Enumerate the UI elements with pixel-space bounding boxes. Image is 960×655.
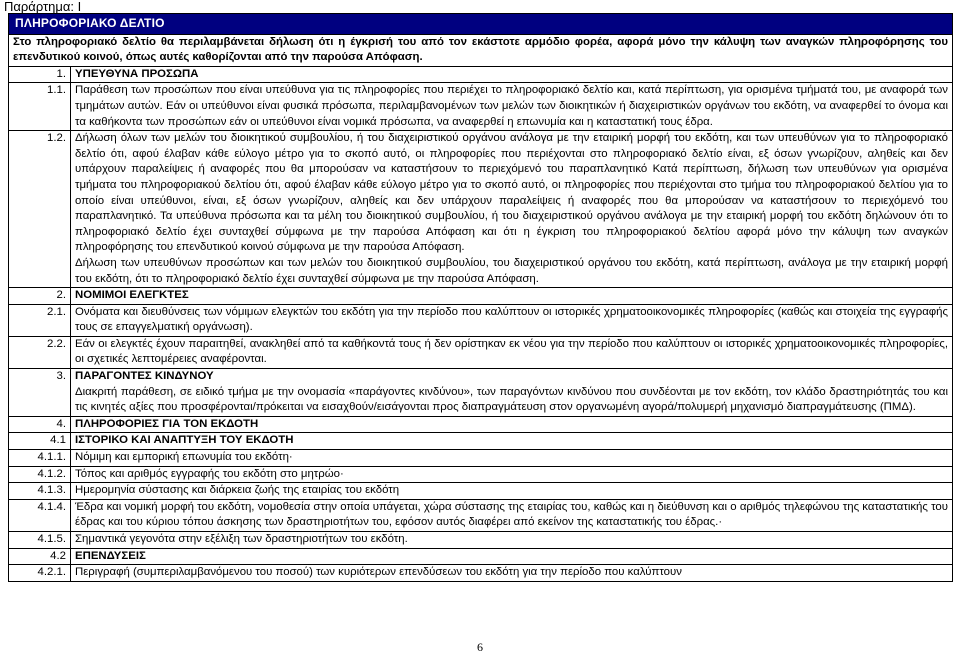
row-text: Παράθεση των προσώπων που είναι υπεύθυνα για τις πληροφορίες που περιέχει το πληροφοριακό δελτίο και, κατά περίπτωση, για ορισμένα τμήματά του, με αναφορά των τμημάτων αυτών. Εάν οι υπεύθυνοι είναι φυσικά πρόσωπα, περιλαμβανομένων των μελών των διοικητικών ή διαχειριστικών οργάνων του εκδότη, να αναφερθεί το όνομα και τα καθήκοντα των προσώπων εάν οι υπεύθυνοι είναι νομικά πρόσωπα, να αναφερθεί η επωνυμία και η καταστατική τους έδρα.: [71, 83, 953, 131]
row-number: 4.2: [9, 548, 71, 565]
row-number: 2.: [9, 288, 71, 305]
table-row: [9, 336, 953, 368]
row-number: 1.2.: [9, 131, 71, 288]
row-text: Ημερομηνία σύστασης και διάρκεια ζωής της εταιρίας του εκδότη: [71, 483, 953, 500]
row-number: 1.: [9, 66, 71, 83]
intro-row: [9, 34, 953, 66]
table-row: [9, 131, 953, 288]
section-heading: ΠΛΗΡΟΦΟΡΙΕΣ ΓΙΑ ΤΟΝ ΕΚΔΟΤΗ: [71, 416, 953, 433]
table-row: [9, 532, 953, 549]
page-number: 6: [477, 640, 483, 654]
row-number: 4.1: [9, 433, 71, 450]
section-heading: ΙΣΤΟΡΙΚΟ ΚΑΙ ΑΝΑΠΤΥΞΗ ΤΟΥ ΕΚΔΟΤΗ: [71, 433, 953, 450]
row-number: 2.1.: [9, 304, 71, 336]
row-number: 4.1.2.: [9, 466, 71, 483]
header-row: [9, 14, 953, 35]
annex-label: Παράρτημα: Ι: [4, 0, 82, 14]
table-row: [9, 304, 953, 336]
table-row: [9, 466, 953, 483]
section-heading: ΥΠΕΥΘΥΝΑ ΠΡΟΣΩΠΑ: [71, 66, 953, 83]
row-text: Ονόματα και διευθύνσεις των νόμιμων ελεγκτών του εκδότη για την περίοδο που καλύπτουν οι ιστορικές χρηματοοικονομικές πληροφορίες (καθώς και στοιχεία της εγγραφής τους σε επαγγελματική οργάνωση).: [71, 304, 953, 336]
section-heading: ΝΟΜΙΜΟΙ ΕΛΕΓΚΤΕΣ: [71, 288, 953, 305]
row-text-cell: [71, 131, 953, 288]
row-number: 4.1.5.: [9, 532, 71, 549]
table-row: [9, 483, 953, 500]
information-sheet-table: [8, 13, 953, 582]
row-number: 2.2.: [9, 336, 71, 368]
row-text-cell: [71, 369, 953, 417]
table-row: [9, 433, 953, 450]
row-text-secondary: Διακριτή παράθεση, σε ειδικό τμήμα με την ονομασία «παράγοντες κινδύνου», των παραγόντων κινδύνου που συνδέονται με τον εκδότη, τον κλάδο δραστηριότητάς του και τις κινητές αξίες που προσφέρονται/πρόκειται να εισαχθούν/εισάγονται προς διαπραγμάτευση στον οργανωμένη αγορά/πολυμερή μηχανισμό διαπραγμάτευσης (ΠΜΔ).: [75, 385, 948, 414]
table-row: [9, 548, 953, 565]
table-row: [9, 499, 953, 531]
row-number: 1.1.: [9, 83, 71, 131]
row-number: 4.1.1.: [9, 450, 71, 467]
row-number: 4.1.4.: [9, 499, 71, 531]
row-number: 4.1.3.: [9, 483, 71, 500]
section-heading: ΠΑΡΑΓΟΝΤΕΣ ΚΙΝΔΥΝΟΥ: [75, 370, 214, 383]
row-text-secondary: Δήλωση των υπευθύνων προσώπων και των μελών του διοικητικού συμβουλίου, του διαχειριστικού οργάνου του εκδότη, κατά περίπτωση, ανάλογα με την εταιρική μορφή του εκδότη, ότι το πληροφοριακό δελτίο έχει συνταχθεί σύμφωνα με την παρούσα Απόφαση.: [75, 256, 948, 285]
document-title: ΠΛΗΡΟΦΟΡΙΑΚΟ ΔΕΛΤΙΟ: [9, 14, 953, 35]
row-number: 4.: [9, 416, 71, 433]
row-number: 4.2.1.: [9, 565, 71, 582]
row-number: 3.: [9, 369, 71, 417]
table-row: [9, 369, 953, 417]
table-row: [9, 288, 953, 305]
row-text: Δήλωση όλων των μελών του διοικητικού συμβουλίου, ή του διαχειριστικού οργάνου ανάλογα με την εταιρική μορφή του εκδότη, και των υπευθύνων για το πληροφοριακό δελτίο ότι, αφού έλαβαν κάθε εύλογο μέτρο για το σκοπό αυτό, οι πληροφορίες που περιέχονται στο πληροφοριακό δελτίο είναι, εξ όσων γνωρίζουν, αληθείς και δεν υπάρχουν παραλείψεις ή αναφορές που θα μπορούσαν να καταστήσουν το περιεχόμενό του παραπλανητικό Κατά περίπτωση, δήλωση των υπευθύνων για ορισμένα τμήματα του πληροφοριακού δελτίου ότι, αφού έλαβαν κάθε εύλογο μέτρο για το σκοπό αυτό, οι πληροφορίες που περιέχονται στο τμήμα του πληροφοριακού δελτίου για το οποίο είναι υπεύθυνοι, είναι, εξ όσων γνωρίζουν, αληθείς και δεν υπάρχουν παραλείψεις ή αναφορές που θα μπορούσαν να καταστήσουν το περιεχόμενό του παραπλανητικό. Τα υπεύθυνα πρόσωπα και τα μέλη του διοικητικού συμβουλίου, ή του διαχειριστικού οργάνου ανάλογα με την εταιρική μορφή του εκδότη δηλώνουν ότι το πληροφοριακό δελτίο έχει συνταχθεί σύμφωνα με την παρούσα Απόφαση και ότι η έγκριση του πληροφοριακού δελτίου αφορά μόνο την κάλυψη των αναγκών πληροφόρησης του επενδυτικού κοινού σύμφωνα με την παρούσα Απόφαση.: [75, 132, 948, 254]
row-text: Τόπος και αριθμός εγγραφής του εκδότη στο μητρώο·: [71, 466, 953, 483]
row-text: Έδρα και νομική μορφή του εκδότη, νομοθεσία στην οποία υπάγεται, χώρα σύστασης της εταιρίας του, καθώς και η διεύθυνση και ο αριθμός τηλεφώνου της καταστατικής του έδρας και του κύριου τόπου άσκησης των δραστηριοτήτων του, εφόσον αυτός διαφέρει από εκείνον της καταστατικής του έδρας.·: [71, 499, 953, 531]
section-heading: ΕΠΕΝΔΥΣΕΙΣ: [71, 548, 953, 565]
table-row: [9, 83, 953, 131]
intro-text: Στο πληροφοριακό δελτίο θα περιλαμβάνεται δήλωση ότι η έγκρισή του από τον εκάστοτε αρμόδιο φορέα, αφορά μόνο την κάλυψη των αναγκών πληροφόρησης του επενδυτικού κοινού, όπως αυτές καθορίζονται από την παρούσα Απόφαση.: [9, 34, 953, 66]
row-text: Νόμιμη και εμπορική επωνυμία του εκδότη·: [71, 450, 953, 467]
row-text: Περιγραφή (συμπεριλαμβανόμενου του ποσού) των κυριότερων επενδύσεων του εκδότη για την περίοδο που καλύπτουν: [71, 565, 953, 582]
row-text: Σημαντικά γεγονότα στην εξέλιξη των δραστηριοτήτων του εκδότη.: [71, 532, 953, 549]
table-row: [9, 565, 953, 582]
table-row: [9, 450, 953, 467]
table-row: [9, 66, 953, 83]
row-text: Εάν οι ελεγκτές έχουν παραιτηθεί, ανακληθεί από τα καθήκοντά τους ή δεν ορίστηκαν εκ νέου για την περίοδο που καλύπτουν οι ιστορικές χρηματοοικονομικές πληροφορίες, οι σχετικές λεπτομέρειες αναφέρονται.: [71, 336, 953, 368]
table-row: [9, 416, 953, 433]
